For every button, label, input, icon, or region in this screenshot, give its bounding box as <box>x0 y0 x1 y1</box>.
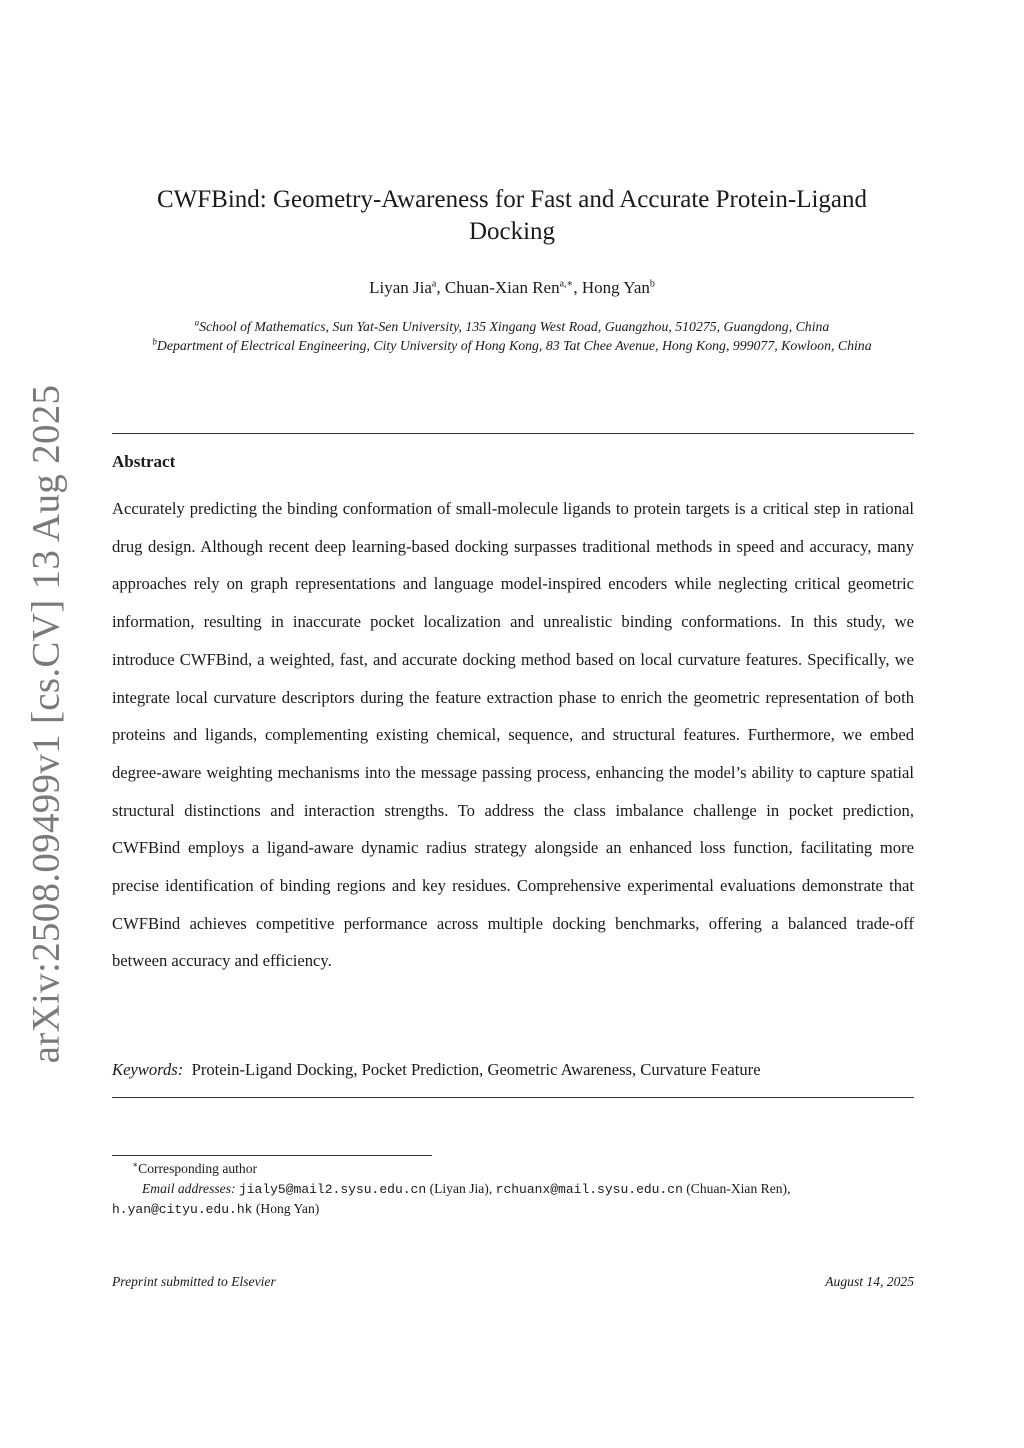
author-name: Chuan-Xian Ren <box>444 278 560 297</box>
author-mark: a,∗ <box>559 278 574 290</box>
preprint-note: Preprint submitted to Elsevier <box>112 1274 276 1289</box>
abstract-bottom-rule <box>112 1097 914 1098</box>
corresponding-note <box>112 1159 914 1179</box>
author-mark: a <box>431 278 437 290</box>
affiliation-a <box>112 317 912 336</box>
abstract-body: Accurately predicting the binding conformation of small-molecule ligands to protein targets is a critical step in rational drug design. Although recent deep learning-based docking surpasses traditional methods in speed and accuracy, many approaches rely on graph representations and language model-inspired encoders while neglecting critical geometric information, resulting in inaccurate pocket localization and unrealistic binding conformations. In this study, we introduce CWFBind, a weighted, fast, and accurate docking method based on local curvature features. Specifically, we integrate local curvature descriptors during the feature extraction phase to enrich the geometric representation of both proteins and ligands, complementing existing chemical, sequence, and structural features. Furthermore, we embed degree-aware weighting mechanisms into the message passing process, enhancing the model’s ability to capture spatial structural distinctions and interaction strengths. To address the class imbalance challenge in pocket prediction, CWFBind employs a ligand-aware dynamic radius strategy alongside an enhanced loss function, facilitating more precise identification of binding regions and key residues. Comprehensive experimental evaluations demonstrate that CWFBind achieves competitive performance across multiple docking benchmarks, offering a balanced trade-off between accuracy and efficiency. <box>112 499 914 971</box>
footnote <box>112 1159 914 1220</box>
email-label: Email addresses: <box>142 1180 236 1196</box>
email-line-continued <box>112 1199 914 1220</box>
email-owner: (Liyan Jia), <box>429 1180 493 1196</box>
affiliation-b <box>112 336 912 355</box>
footnote-mark: ∗ <box>132 1159 139 1170</box>
abstract-heading: Abstract <box>112 452 176 471</box>
footnote-rule <box>112 1155 432 1156</box>
affiliation-text: School of Mathematics, Sun Yat-Sen University, 135 Xingang West Road, Guangzhou, 510275, Guangdong, China <box>199 319 830 334</box>
author-name: Liyan Jia <box>369 278 432 297</box>
keywords <box>112 1060 914 1080</box>
email-line <box>112 1179 914 1200</box>
keywords-list: Protein-Ligand Docking, Pocket Prediction, Geometric Awareness, Curvature Feature <box>191 1060 761 1079</box>
email-owner: (Chuan-Xian Ren), <box>686 1180 791 1196</box>
keywords-label: Keywords: <box>112 1060 184 1079</box>
date-note: August 14, 2025 <box>825 1274 914 1289</box>
author-list: Liyan Jia$^a$, Chuan-Xian Ren$^{a,∗}$, Hong Yan$^b$ <box>369 278 655 297</box>
abstract-top-rule <box>112 433 914 434</box>
email-link[interactable]: jialy5@mail2.sysu.edu.cn <box>238 1181 427 1197</box>
affiliation-mark: a <box>194 317 200 328</box>
email-owner: (Hong Yan) <box>255 1201 320 1216</box>
author-mark: b <box>649 278 655 290</box>
paper-title: CWFBind: Geometry-Awareness for Fast and Accurate Protein-Ligand Docking <box>156 186 868 245</box>
affiliations <box>112 317 912 355</box>
affiliation-mark: b <box>152 336 157 347</box>
author-name: Hong Yan <box>581 278 650 297</box>
email-link[interactable]: h.yan@cityu.edu.hk <box>112 1202 253 1217</box>
email-link[interactable]: rchuanx@mail.sysu.edu.cn <box>495 1181 683 1197</box>
arxiv-identifier-text: arXiv:2508.09499v1 [cs.CV] 13 Aug 2025 <box>24 384 68 1064</box>
affiliation-text: Department of Electrical Engineering, City University of Hong Kong, 83 Tat Chee Avenue, Hong Kong, 999077, Kowloon, China <box>156 338 872 353</box>
corresponding-text: Corresponding author <box>138 1161 258 1176</box>
